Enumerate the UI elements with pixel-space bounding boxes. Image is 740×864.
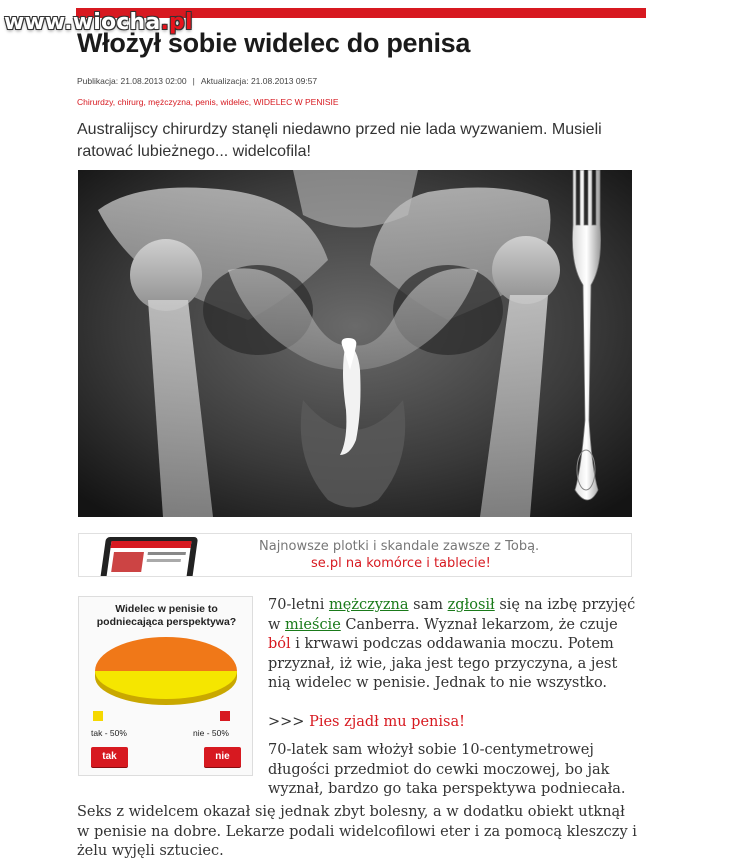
article-meta <box>77 76 317 86</box>
text-run: i krwawi podczas oddawania moczu. Potem przyznał, iż wie, jaka jest tego przyczyna, a jest nią widelec w penisie. Jednak to nie wszystko. <box>268 636 618 691</box>
link-mezczyzna[interactable]: mężczyzna <box>328 597 409 613</box>
phone-screen <box>106 541 191 577</box>
poll-swatch-tak <box>93 711 103 721</box>
poll-slice-top <box>95 637 237 671</box>
ad-headline: Najnowsze plotki i skandale zawsze z Tobą. <box>259 539 540 554</box>
screen-thumbnail <box>111 552 144 572</box>
updated-date: Aktualizacja: 21.08.2013 09:57 <box>200 76 318 86</box>
poll-label-tak: tak - 50% <box>91 728 127 738</box>
poll-label-nie: nie - 50% <box>193 728 229 738</box>
link-bol[interactable]: ból <box>268 636 291 652</box>
body-paragraph-3: Seks z widelcem okazał się jednak zbyt bolesny, a w dodatku obiekt utknął w penisie na dobre. Lekarze podali widelcofilowi eter i za pomocą kleszczy i żelu wyjęli sztuciec. <box>77 804 637 859</box>
poll-vote-nie-button[interactable]: nie <box>204 747 241 767</box>
related-article <box>268 712 638 732</box>
article-tags[interactable]: Chirurdzy, chirurg, mężczyzna, penis, widelec, WIDELEC W PENISIE <box>77 97 339 107</box>
text-run: sam <box>408 597 448 613</box>
site-watermark <box>4 10 193 35</box>
poll-vote-tak-button[interactable]: tak <box>91 747 128 767</box>
ad-cta[interactable]: se.pl na komórce i tablecie! <box>311 556 491 571</box>
screen-line <box>147 559 181 562</box>
xray-image <box>78 170 632 517</box>
article-lead: Australijscy chirurdzy stanęli niedawno przed nie lada wyzwaniem. Musieli ratować lubieżnego... widelcofila! <box>77 121 602 160</box>
screen-line <box>148 552 186 555</box>
text-run: Canberra. Wyznał lekarzom, że czuje <box>340 616 618 633</box>
related-link[interactable]: Pies zjadł mu penisa! <box>309 714 465 730</box>
ad-banner[interactable] <box>78 533 632 577</box>
watermark-tld: .pl <box>160 10 193 35</box>
poll-question: Widelec w penisie to podniecająca perspektywa? <box>96 603 237 628</box>
related-prefix: >>> <box>268 714 305 730</box>
poll-swatch-nie <box>220 711 230 721</box>
body-paragraph-1 <box>268 596 638 694</box>
link-miescie[interactable]: mieście <box>285 616 341 633</box>
text-run: się na izbę przyjęć w <box>268 597 636 633</box>
phone-image <box>100 537 198 577</box>
meta-separator: | <box>192 76 195 86</box>
body-paragraph-2: 70-latek sam włożył sobie 10-centymetrowej długości przedmiot do cewki moczowej, bo jak wyznał, bardzo go taka perspektywa podniecała. <box>268 742 626 797</box>
poll-chart <box>93 627 239 707</box>
text-run: 70-letni <box>268 597 329 613</box>
screen-header <box>111 541 192 548</box>
poll-widget <box>78 596 253 776</box>
link-zglosil[interactable]: zgłosił <box>447 597 495 613</box>
watermark-name: www.wiocha <box>4 10 161 35</box>
article-title: Włożył sobie widelec do penisa <box>77 28 471 58</box>
published-date: Publikacja: 21.08.2013 02:00 <box>77 76 187 86</box>
